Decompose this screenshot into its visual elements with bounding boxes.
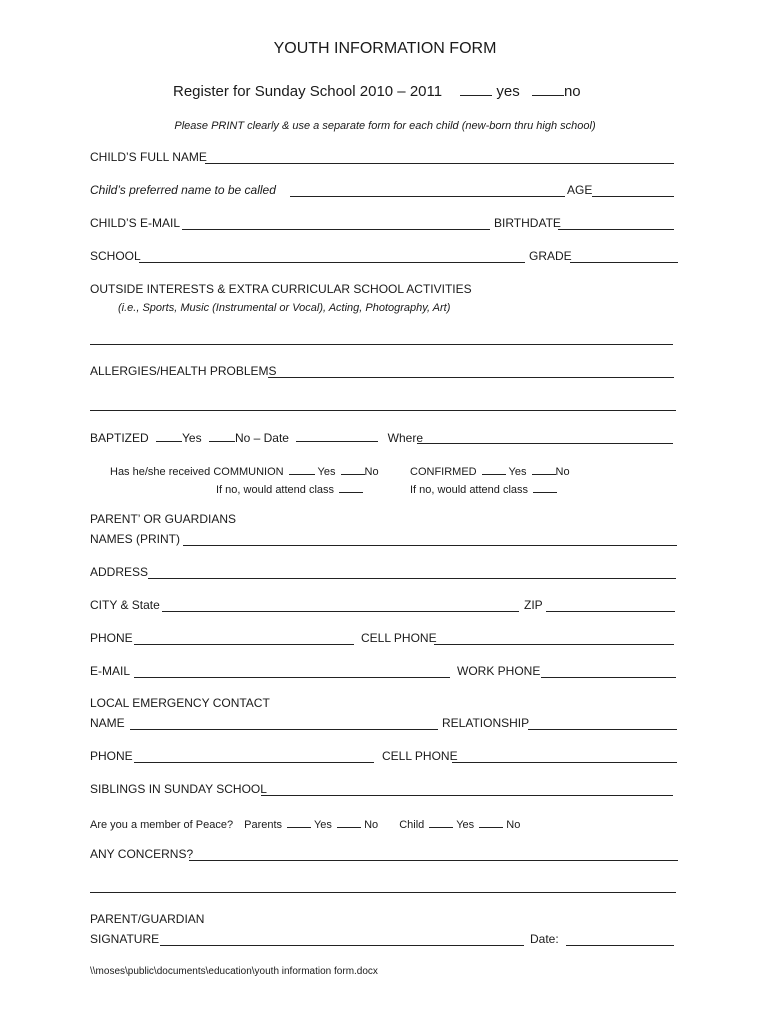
emergency-cell-phone-field[interactable] — [452, 762, 677, 763]
zip-label: ZIP — [524, 598, 543, 612]
emergency-phone-label: PHONE — [90, 749, 133, 763]
interests-example: (i.e., Sports, Music (Instrumental or Vocal), Acting, Photography, Art) — [118, 302, 451, 314]
communion-no-label: No — [364, 466, 379, 478]
register-no-label: no — [563, 83, 581, 100]
child-email-label: CHILD’S E-MAIL — [90, 216, 181, 230]
email-field[interactable] — [134, 677, 450, 678]
parents-no-blank[interactable] — [337, 816, 361, 828]
communion-label: Has he/she received COMMUNION — [110, 466, 284, 478]
child-yes-label: Yes — [456, 819, 475, 831]
parent-guardian-label: PARENT’ OR GUARDIANS — [90, 512, 237, 526]
preferred-name-label: Child’s preferred name to be called — [90, 183, 276, 197]
baptized-where-field[interactable] — [417, 443, 673, 444]
child-label: Child — [399, 819, 425, 831]
work-phone-field[interactable] — [541, 677, 676, 678]
phone-label: PHONE — [90, 631, 133, 645]
baptized-label: BAPTIZED — [90, 431, 149, 445]
child-no-blank[interactable] — [479, 816, 503, 828]
communion-attend-class-blank[interactable] — [339, 481, 363, 493]
concerns-field[interactable] — [189, 860, 678, 861]
register-yes-label: yes — [496, 83, 520, 100]
register-label: Register for Sunday School 2010 – 2011 — [173, 83, 443, 100]
baptized-date-field[interactable] — [296, 430, 378, 442]
grade-field[interactable] — [570, 262, 678, 263]
date-label: Date: — [530, 932, 559, 946]
cell-phone-label: CELL PHONE — [361, 631, 437, 645]
city-state-label: CITY & State — [90, 598, 160, 612]
work-phone-label: WORK PHONE — [457, 664, 541, 678]
communion-no-blank[interactable] — [341, 463, 365, 475]
parents-yes-blank[interactable] — [287, 816, 311, 828]
child-no-label: No — [506, 819, 521, 831]
confirmed-no-label: No — [555, 466, 570, 478]
confirmed-class-row — [410, 481, 557, 496]
emergency-cell-phone-label: CELL PHONE — [382, 749, 458, 763]
child-yes-blank[interactable] — [429, 816, 453, 828]
parents-no-label: No — [364, 819, 379, 831]
signature-label-1: PARENT/GUARDIAN — [90, 912, 205, 926]
baptized-yes-blank[interactable] — [156, 430, 182, 442]
signature-field[interactable] — [160, 945, 524, 946]
allergies-field-2[interactable] — [90, 410, 676, 411]
confirmed-row — [410, 463, 570, 478]
siblings-label: SIBLINGS IN SUNDAY SCHOOL — [90, 782, 267, 796]
school-field[interactable] — [139, 262, 525, 263]
baptized-row — [90, 430, 423, 445]
parents-label: Parents — [244, 819, 283, 831]
interests-field[interactable] — [90, 344, 673, 345]
communion-class-row — [216, 481, 363, 496]
school-label: SCHOOL — [90, 249, 141, 263]
communion-yes-label: Yes — [317, 466, 336, 478]
phone-field[interactable] — [134, 644, 354, 645]
relationship-label: RELATIONSHIP — [442, 716, 530, 730]
confirmed-yes-label: Yes — [508, 466, 527, 478]
interests-label: OUTSIDE INTERESTS & EXTRA CURRICULAR SCHOOL ACTIVITIES — [90, 282, 472, 296]
emergency-name-field[interactable] — [130, 729, 438, 730]
grade-label: GRADE — [529, 249, 572, 263]
child-full-name-field[interactable] — [205, 163, 674, 164]
confirmed-attend-class-label: If no, would attend class — [410, 484, 529, 496]
cell-phone-field[interactable] — [434, 644, 674, 645]
concerns-label: ANY CONCERNS? — [90, 847, 194, 861]
siblings-field[interactable] — [261, 795, 673, 796]
date-field[interactable] — [566, 945, 674, 946]
emergency-name-label: NAME — [90, 716, 125, 730]
allergies-label: ALLERGIES/HEALTH PROBLEMS — [90, 364, 277, 378]
register-line — [173, 83, 581, 100]
baptized-no-date-label: No – Date — [234, 431, 289, 445]
relationship-field[interactable] — [528, 729, 677, 730]
age-field[interactable] — [592, 196, 674, 197]
email-label: E-MAIL — [90, 664, 131, 678]
communion-yes-blank[interactable] — [289, 463, 315, 475]
child-full-name-label: CHILD’S FULL NAME — [90, 150, 207, 164]
baptized-no-blank[interactable] — [209, 430, 235, 442]
baptized-where-label: Where — [387, 431, 424, 445]
names-print-label: NAMES (PRINT) — [90, 532, 180, 546]
allergies-field[interactable] — [268, 377, 674, 378]
signature-label-2: SIGNATURE — [90, 932, 160, 946]
member-row — [90, 816, 520, 831]
confirmed-attend-class-blank[interactable] — [533, 481, 557, 493]
emergency-contact-heading: LOCAL EMERGENCY CONTACT — [90, 696, 270, 710]
member-question-label: Are you a member of Peace? — [90, 819, 234, 831]
communion-row — [110, 463, 379, 478]
names-print-field[interactable] — [183, 545, 677, 546]
register-no-blank[interactable] — [532, 84, 564, 96]
concerns-field-2[interactable] — [90, 892, 676, 893]
confirmed-label: CONFIRMED — [410, 466, 477, 478]
confirmed-no-blank[interactable] — [532, 463, 556, 475]
baptized-yes-label: Yes — [182, 431, 202, 445]
address-label: ADDRESS — [90, 565, 149, 579]
city-state-field[interactable] — [162, 611, 519, 612]
instructions: Please PRINT clearly & use a separate form for each child (new-born thru high school) — [174, 120, 596, 132]
zip-field[interactable] — [546, 611, 675, 612]
age-label: AGE — [567, 183, 593, 197]
emergency-phone-field[interactable] — [134, 762, 374, 763]
communion-attend-class-label: If no, would attend class — [216, 484, 335, 496]
register-yes-blank[interactable] — [460, 84, 492, 96]
parents-yes-label: Yes — [313, 819, 332, 831]
footer-file-path: \\moses\public\documents\education\youth information form.docx — [90, 966, 378, 977]
preferred-name-field[interactable] — [290, 196, 565, 197]
child-email-field[interactable] — [182, 229, 490, 230]
birthdate-field[interactable] — [558, 229, 674, 230]
address-field[interactable] — [148, 578, 676, 579]
confirmed-yes-blank[interactable] — [482, 463, 506, 475]
form-title: YOUTH INFORMATION FORM — [273, 40, 497, 57]
birthdate-label: BIRTHDATE — [494, 216, 561, 230]
